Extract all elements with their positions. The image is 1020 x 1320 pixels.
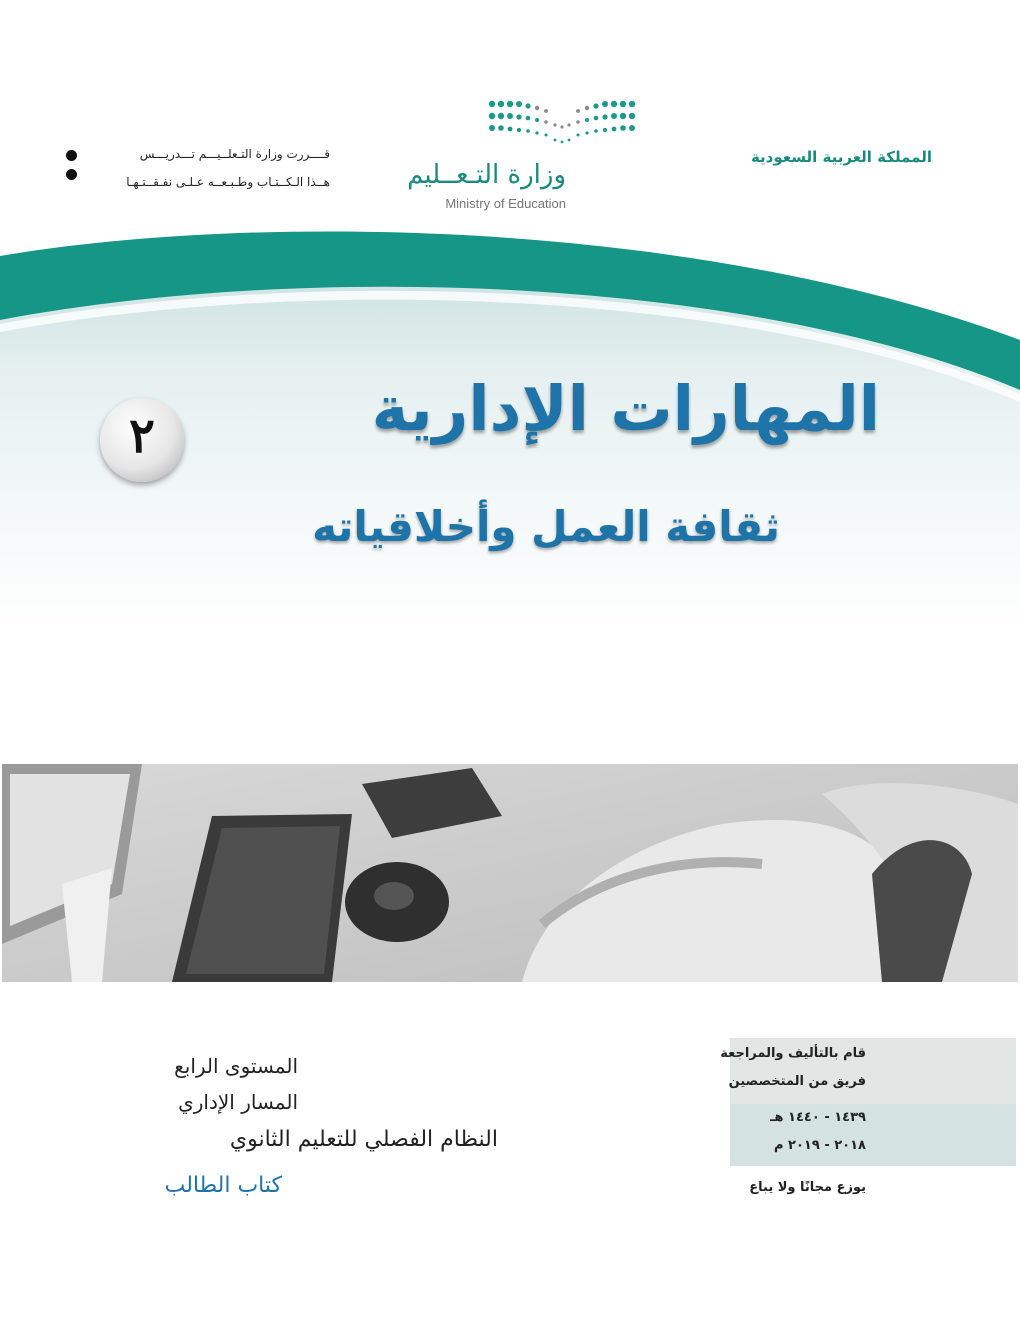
student-book-label: كتاب الطالب — [164, 1173, 282, 1198]
authors-box — [720, 1038, 1016, 1104]
track-text: المسار الإداري — [178, 1090, 298, 1114]
bullet-dot-icon — [66, 169, 77, 180]
hijri-year: ١٤٣٩ - ١٤٤٠ هـ — [770, 1110, 866, 1125]
education-system-text: النظام الفصلي للتعليم الثانوي — [229, 1127, 498, 1152]
kingdom-name: المملكة العربية السعودية — [750, 148, 932, 166]
office-photo-illustration — [2, 764, 1018, 982]
level-info — [100, 1048, 298, 1120]
distribution-note: يوزع مجانًا ولا يباع — [749, 1180, 866, 1195]
ministry-dots-logo-icon — [486, 98, 638, 148]
years-box — [730, 1104, 1016, 1166]
approval-line-1: قــــررت وزارة التـعلــيـــم تـــدريـــس — [139, 147, 330, 161]
volume-badge-icon — [100, 398, 184, 482]
bullet-dot-icon — [66, 150, 77, 161]
authors-line-2: فريق من المتخصصين — [728, 1074, 866, 1089]
approval-line-2: هــذا الـكــتـاب وطـبـعــه عـلـى نفـقــتـهـا — [126, 175, 330, 189]
approval-statement — [88, 140, 330, 196]
level-text: المستوى الرابع — [174, 1054, 298, 1078]
ministry-name-english: Ministry of Education — [445, 196, 566, 211]
book-title: المهارات الإدارية — [371, 372, 880, 445]
gregorian-year: ٢٠١٨ - ٢٠١٩ م — [773, 1138, 866, 1153]
office-photo — [2, 764, 1018, 982]
authors-line-1: قام بالتأليف والمراجعة — [720, 1046, 866, 1061]
ministry-name-arabic: وزارة التـعــليم — [407, 160, 566, 190]
volume-number: ٢ — [129, 408, 155, 464]
book-subtitle: ثقافة العمل وأخلاقياته — [312, 502, 780, 551]
